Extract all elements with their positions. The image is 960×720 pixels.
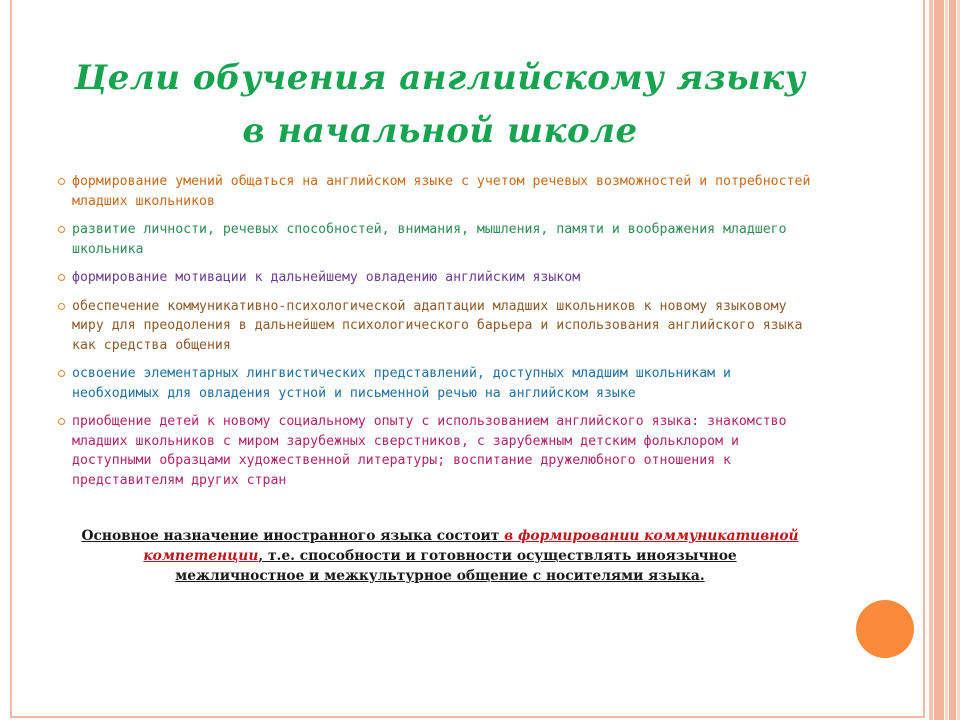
summary-highlight: в формировании коммуникативной компетенции — [143, 528, 799, 564]
stripe — [929, 0, 933, 720]
goals-list — [58, 172, 818, 499]
stripe — [934, 0, 944, 720]
slide-title: Цели обучения английскому языку в начальной школе — [74, 58, 806, 151]
bullet-icon — [58, 274, 65, 281]
bullet-icon — [58, 226, 65, 233]
bullet-icon — [58, 418, 65, 425]
summary-part1: Основное назначение иностранного языка состоит — [81, 528, 505, 544]
goal-text: развитие личности, речевых способностей, внимания, мышления, памяти и воображения младшего школьника — [72, 222, 787, 257]
goal-item — [58, 297, 818, 356]
goal-item — [58, 220, 818, 259]
goal-text: формирование умений общаться на английском языке с учетом речевых возможностей и потребностей младших школьников — [72, 174, 811, 209]
decorative-circle — [856, 600, 914, 658]
bullet-icon — [58, 178, 65, 185]
goal-text: приобщение детей к новому социальному опыту с использованием английского языка: знакомство младших школьников с миром зарубежных сверстников, с зарубежным детским фольклором и доступными образцами художественной литературы; воспитание дружелюбного отношения к представителям других стран — [72, 414, 787, 488]
goal-text: формирование мотивации к дальнейшему овладению английским языком — [72, 270, 581, 285]
goal-item — [58, 412, 818, 490]
goal-item — [58, 268, 818, 288]
summary-paragraph — [80, 526, 800, 586]
goal-text: обеспечение коммуникативно-психологической адаптации младших школьников к новому языковому миру для преодоления в дальнейшем психологического барьера и использования английского языка как средства общения — [72, 298, 803, 353]
goal-item — [58, 364, 818, 403]
stripe — [945, 0, 948, 720]
goal-item — [58, 172, 818, 211]
goal-text: освоение элементарных лингвистических представлений, доступных младшим школьникам и необходимых для овладения устной и письменной речью на английском языке — [72, 366, 731, 401]
stripe — [949, 0, 956, 720]
bullet-icon — [58, 303, 65, 310]
bullet-icon — [58, 370, 65, 377]
summary-part2: , т.е. способности и готовности осуществлять иноязычное межличностное и межкультурное общение с носителями языка. — [175, 548, 737, 584]
